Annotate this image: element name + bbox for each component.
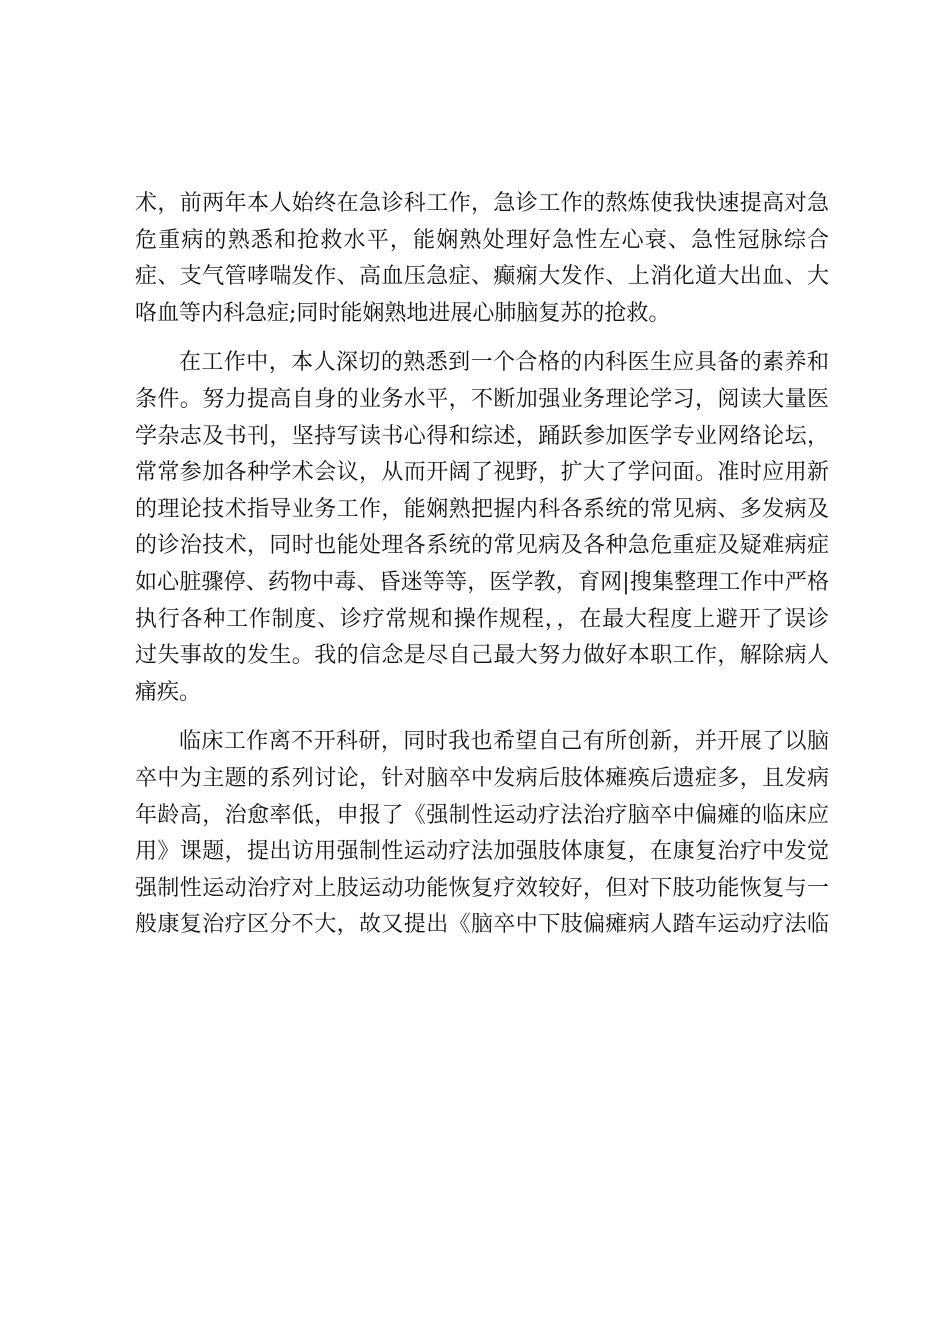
text-line: 执行各种工作制度、诊疗常规和操作规程，，在最大程度上避开了误诊: [135, 606, 829, 632]
text-line: 的理论技术指导业务工作，能娴熟把握内科各系统的常见病、多发病及: [135, 496, 829, 522]
text-line: 在工作中，本人深切的熟悉到一个合格的内科医生应具备的素养和: [179, 350, 829, 376]
text-line: 强制性运动治疗对上肢运动功能恢复疗效较好，但对下肢功能恢复与一: [135, 875, 829, 901]
text-line: 常常参加各种学术会议，从而开阔了视野，扩大了学问面。准时应用新: [135, 460, 829, 486]
text-line: 年龄高，治愈率低，申报了《强制性运动疗法治疗脑卒中偏瘫的临床应: [135, 802, 829, 828]
text-line: 咯血等内科急症;同时能娴熟地进展心肺脑复苏的抢救。: [135, 300, 671, 326]
paragraph-1: [135, 186, 829, 332]
paragraph-3: [135, 724, 829, 944]
text-line: 卒中为主题的系列讨论，针对脑卒中发病后肢体瘫痪后遗症多，且发病: [135, 765, 829, 791]
text-line: 的诊治技术，同时也能处理各系统的常见病及各种急危重症及疑难病症: [135, 533, 829, 559]
text-line: 学杂志及书刊，坚持写读书心得和综述，踊跃参加医学专业网络论坛，: [135, 423, 829, 449]
text-line: 痛疾。: [135, 679, 202, 705]
text-line: 般康复治疗区分不大，故又提出《脑卒中下肢偏瘫病人踏车运动疗法临: [135, 912, 829, 938]
text-line: 症、支气管哮喘发作、高血压急症、癫痫大发作、上消化道大出血、大: [135, 264, 829, 290]
paragraph-2: [135, 345, 829, 711]
text-line: 如心脏骤停、药物中毒、昏迷等等，医学教，育网|搜集整理工作中严格: [135, 569, 829, 595]
document-body: [135, 186, 829, 957]
text-line: 临床工作离不开科研，同时我也希望自己有所创新，并开展了以脑: [179, 729, 829, 755]
text-line: 用》课题，提出访用强制性运动疗法加强肢体康复，在康复治疗中发觉: [135, 839, 829, 865]
text-line: 过失事故的发生。我的信念是尽自己最大努力做好本职工作，解除病人: [135, 643, 829, 669]
text-line: 危重病的熟悉和抢救水平，能娴熟处理好急性左心衰、急性冠脉综合: [135, 227, 829, 253]
text-line: 条件。努力提高自身的业务水平，不断加强业务理论学习，阅读大量医: [135, 386, 829, 412]
text-line: 术，前两年本人始终在急诊科工作，急诊工作的熬炼使我快速提高对急: [135, 191, 829, 216]
